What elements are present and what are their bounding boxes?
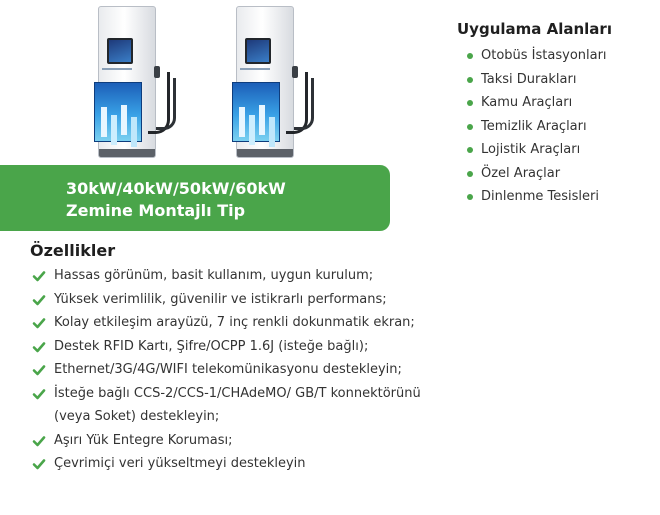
check-icon: [32, 363, 46, 377]
charger-front-graphic: [232, 82, 280, 142]
charger-label-strip: [240, 68, 270, 70]
charger-holster: [154, 66, 160, 78]
applications-section: [457, 20, 657, 209]
charger-screen: [107, 38, 133, 64]
check-icon: [32, 269, 46, 283]
ev-charger-image: [226, 6, 326, 158]
dot-icon: [467, 77, 473, 83]
charger-cable: [294, 78, 314, 130]
features-title: Özellikler: [30, 241, 116, 260]
application-label: Temizlik Araçları: [481, 118, 587, 134]
dot-icon: [467, 100, 473, 106]
applications-title: Uygulama Alanları: [457, 20, 612, 38]
application-label: Lojistik Araçları: [481, 142, 581, 157]
dot-icon: [467, 194, 473, 200]
list-item: [30, 288, 650, 312]
features-section: [30, 241, 650, 476]
feature-label: Kolay etkileşim arayüzü, 7 inç renkli dokunmatik ekran;: [54, 315, 415, 330]
dot-icon: [467, 124, 473, 130]
check-icon: [32, 340, 46, 354]
list-item: [467, 115, 657, 139]
feature-label: Yüksek verimlilik, güvenilir ve istikrarlı performans;: [54, 291, 387, 307]
feature-label: Hassas görünüm, basit kullanım, uygun kurulum;: [54, 268, 374, 283]
list-item: [30, 382, 650, 406]
dot-icon: [467, 171, 473, 177]
feature-label: Destek RFID Kartı, Şifre/OCPP 1.6J (isteğe bağlı);: [54, 338, 369, 354]
applications-list: [457, 44, 657, 209]
list-item: [467, 185, 657, 209]
charger-holster: [292, 66, 298, 78]
feature-continuation: (veya Soket) destekleyin;: [54, 409, 220, 424]
application-label: Kamu Araçları: [481, 95, 573, 110]
list-item: [30, 358, 650, 382]
charger-cable: [156, 78, 176, 130]
check-icon: [32, 316, 46, 330]
list-item: [467, 162, 657, 186]
feature-label: Çevrimiçi veri yükseltmeyi destekleyin: [54, 456, 306, 471]
list-item: [30, 335, 650, 359]
charger-screen: [245, 38, 271, 64]
charger-front-graphic: [94, 82, 142, 142]
dot-icon: [467, 53, 473, 59]
list-item: [467, 91, 657, 115]
charger-label-strip: [102, 68, 132, 70]
application-label: Otobüs İstasyonları: [481, 48, 607, 63]
list-item: [467, 138, 657, 162]
ev-charger-image: [88, 6, 188, 158]
list-item: [30, 264, 650, 288]
application-label: Özel Araçlar: [481, 165, 561, 181]
feature-label: Ethernet/3G/4G/WIFI telekomünikasyonu destekleyin;: [54, 362, 402, 377]
list-item: [467, 68, 657, 92]
list-item: [30, 429, 650, 453]
list-item: [467, 44, 657, 68]
product-banner: [0, 165, 390, 231]
check-icon: [32, 387, 46, 401]
list-item: [30, 311, 650, 335]
application-label: Dinlenme Tesisleri: [481, 189, 599, 204]
dot-icon: [467, 147, 473, 153]
check-icon: [32, 434, 46, 448]
power-range-label: 30kW/40kW/50kW/60kW: [66, 179, 286, 198]
check-icon: [32, 457, 46, 471]
feature-label: İsteğe bağlı CCS-2/CCS-1/CHAdeMO/ GB/T konnektörünü: [54, 385, 421, 401]
list-item: [30, 452, 650, 476]
feature-label: Aşırı Yük Entegre Koruması;: [54, 432, 233, 448]
application-label: Taksi Durakları: [481, 71, 577, 87]
check-icon: [32, 293, 46, 307]
mount-type-label: Zemine Montajlı Tip: [66, 201, 246, 220]
